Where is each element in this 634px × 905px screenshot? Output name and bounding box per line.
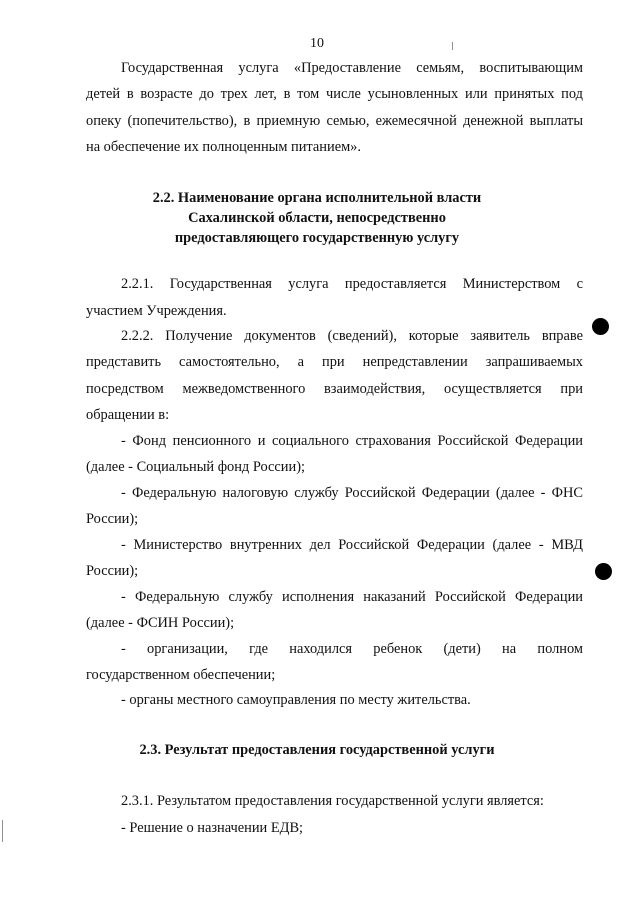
list-item-2-line-1: - Федеральную налоговую службу Российской Федерации (далее - ФНС bbox=[121, 485, 583, 501]
list-item-5-line-2: государственном обеспечении; bbox=[86, 667, 276, 683]
list-item-6: - органы местного самоуправления по месту жительства. bbox=[121, 692, 471, 708]
list-item-1-line-1: - Фонд пенсионного и социального страхования Российской Федерации bbox=[121, 433, 583, 449]
page-number: 10 bbox=[310, 36, 324, 51]
section-heading-2-2-line-3: предоставляющего государственную услугу bbox=[174, 230, 460, 246]
p221-line-1: 2.2.1. Государственная услуга предоставляется Министерством с bbox=[121, 276, 583, 292]
p231: 2.3.1. Результатом предоставления государственной услуги является: bbox=[121, 793, 544, 809]
list-item-1-line-2: (далее - Социальный фонд России); bbox=[86, 459, 306, 475]
p222-line-2: представить самостоятельно, а при непредставлении запрашиваемых bbox=[86, 354, 583, 370]
p222-line-1: 2.2.2. Получение документов (сведений), которые заявитель вправе bbox=[121, 328, 583, 344]
section-heading-2-3: 2.3. Результат предоставления государственной услуги bbox=[139, 742, 495, 758]
intro-line-4: на обеспечение их полноценным питанием». bbox=[86, 139, 361, 155]
scan-edge-mark bbox=[2, 820, 3, 842]
p231-item-1: - Решение о назначении ЕДВ; bbox=[121, 820, 304, 836]
binder-hole-bottom bbox=[595, 563, 612, 580]
section-heading-2-2-line-1: 2.2. Наименование органа исполнительной власти bbox=[152, 190, 482, 206]
p221-line-2: участием Учреждения. bbox=[86, 303, 227, 319]
intro-line-1: Государственная услуга «Предоставление семьям, воспитывающим bbox=[121, 60, 583, 76]
list-item-5-line-1: - организации, где находился ребенок (дети) на полном bbox=[121, 641, 583, 657]
section-heading-2-2-line-2: Сахалинской области, непосредственно bbox=[188, 210, 446, 226]
p222-line-4: обращении в: bbox=[86, 407, 170, 423]
list-item-3-line-2: России); bbox=[86, 563, 139, 579]
binder-hole-top bbox=[592, 318, 609, 335]
scan-mark bbox=[452, 42, 453, 50]
intro-line-2: детей в возрасте до трех лет, в том числе усыновленных или принятых под bbox=[86, 86, 583, 102]
intro-line-3: опеку (попечительство), в приемную семью, ежемесячной денежной выплаты bbox=[86, 113, 583, 129]
list-item-3-line-1: - Министерство внутренних дел Российской Федерации (далее - МВД bbox=[121, 537, 583, 553]
p222-line-3: посредством межведомственного взаимодействия, осуществляется при bbox=[86, 381, 583, 397]
list-item-4-line-1: - Федеральную службу исполнения наказаний Российской Федерации bbox=[121, 589, 583, 605]
list-item-2-line-2: России); bbox=[86, 511, 139, 527]
list-item-4-line-2: (далее - ФСИН России); bbox=[86, 615, 235, 631]
